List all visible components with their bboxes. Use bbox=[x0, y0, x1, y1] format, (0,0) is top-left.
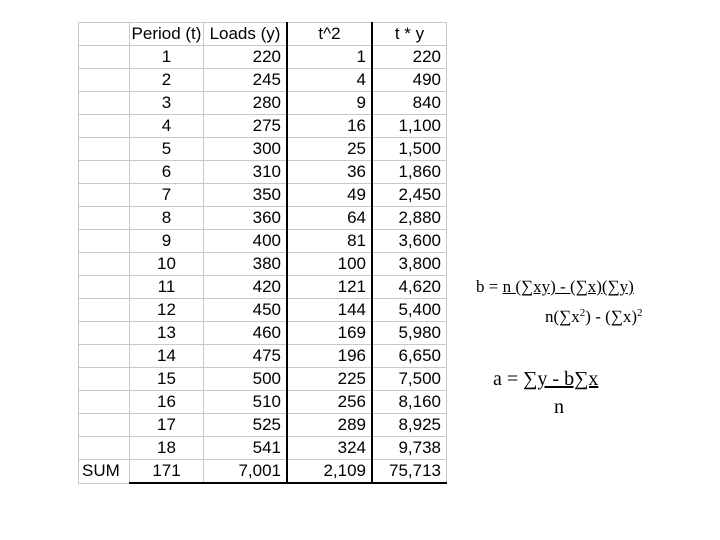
table-cell: 350 bbox=[204, 184, 288, 207]
table-cell bbox=[79, 161, 130, 184]
intercept-denominator-text: n bbox=[554, 396, 564, 418]
table-cell: 6,650 bbox=[372, 345, 447, 368]
table-cell bbox=[79, 414, 130, 437]
intercept-formula-numerator bbox=[493, 368, 598, 391]
table-cell: 220 bbox=[204, 46, 288, 69]
header-row bbox=[79, 23, 447, 46]
table-cell: 1 bbox=[130, 46, 204, 69]
table-cell: 4,620 bbox=[372, 276, 447, 299]
table-cell bbox=[79, 46, 130, 69]
table-cell: 1,100 bbox=[372, 115, 447, 138]
table-cell: 9 bbox=[287, 92, 372, 115]
table-cell bbox=[79, 276, 130, 299]
table-cell bbox=[79, 92, 130, 115]
table-cell: 13 bbox=[130, 322, 204, 345]
table-cell: 8,160 bbox=[372, 391, 447, 414]
table-cell: 17 bbox=[130, 414, 204, 437]
table-row bbox=[79, 92, 447, 115]
table-cell: 460 bbox=[204, 322, 288, 345]
table-row bbox=[79, 230, 447, 253]
table-cell: 3 bbox=[130, 92, 204, 115]
table-cell: 14 bbox=[130, 345, 204, 368]
table-cell: SUM bbox=[79, 460, 130, 484]
table-cell: 245 bbox=[204, 69, 288, 92]
intercept-numerator-text: ∑y - b∑x bbox=[523, 368, 599, 390]
table-row bbox=[79, 253, 447, 276]
slope-denominator-exponent-2: 2 bbox=[637, 307, 643, 319]
table-cell: 11 bbox=[130, 276, 204, 299]
table-cell: 16 bbox=[130, 391, 204, 414]
table-row bbox=[79, 322, 447, 345]
table-cell: 300 bbox=[204, 138, 288, 161]
intercept-formula-denominator bbox=[554, 396, 564, 419]
table-cell bbox=[79, 299, 130, 322]
table-cell: 169 bbox=[287, 322, 372, 345]
table-cell: 81 bbox=[287, 230, 372, 253]
table-cell bbox=[79, 207, 130, 230]
data-table bbox=[78, 22, 447, 484]
table-cell: 121 bbox=[287, 276, 372, 299]
table-cell bbox=[79, 391, 130, 414]
table-cell: 490 bbox=[372, 69, 447, 92]
table-cell: 25 bbox=[287, 138, 372, 161]
header-cell: t^2 bbox=[287, 23, 372, 46]
table-cell: 5 bbox=[130, 138, 204, 161]
table-row bbox=[79, 46, 447, 69]
table-row bbox=[79, 368, 447, 391]
slope-numerator-text: n (∑xy) - (∑x)(∑y) bbox=[502, 277, 634, 296]
table-cell: 171 bbox=[130, 460, 204, 484]
table-cell: 475 bbox=[204, 345, 288, 368]
table-cell: 36 bbox=[287, 161, 372, 184]
table-cell: 3,600 bbox=[372, 230, 447, 253]
table-cell bbox=[79, 253, 130, 276]
table-cell bbox=[79, 437, 130, 460]
table-cell: 100 bbox=[287, 253, 372, 276]
table-cell: 2 bbox=[130, 69, 204, 92]
table-cell: 1,860 bbox=[372, 161, 447, 184]
table-cell: 220 bbox=[372, 46, 447, 69]
table-cell: 6 bbox=[130, 161, 204, 184]
table-cell: 10 bbox=[130, 253, 204, 276]
slope-formula-denominator bbox=[545, 307, 643, 327]
table-cell: 12 bbox=[130, 299, 204, 322]
slope-formula-numerator bbox=[476, 277, 634, 297]
table-cell: 2,109 bbox=[287, 460, 372, 484]
table-cell: 500 bbox=[204, 368, 288, 391]
table-cell bbox=[79, 230, 130, 253]
table-cell bbox=[79, 115, 130, 138]
table-row bbox=[79, 207, 447, 230]
table-cell: 3,800 bbox=[372, 253, 447, 276]
table-row bbox=[79, 138, 447, 161]
table-cell: 310 bbox=[204, 161, 288, 184]
table-cell: 144 bbox=[287, 299, 372, 322]
header-cell bbox=[79, 23, 130, 46]
table-cell bbox=[79, 345, 130, 368]
table-cell: 64 bbox=[287, 207, 372, 230]
table-cell: 840 bbox=[372, 92, 447, 115]
table-cell: 75,713 bbox=[372, 460, 447, 484]
table-cell: 7,500 bbox=[372, 368, 447, 391]
table-cell: 360 bbox=[204, 207, 288, 230]
table-row bbox=[79, 437, 447, 460]
table-cell: 4 bbox=[287, 69, 372, 92]
table-cell: 400 bbox=[204, 230, 288, 253]
table-cell bbox=[79, 138, 130, 161]
table-row bbox=[79, 184, 447, 207]
table-row bbox=[79, 345, 447, 368]
table-cell: 1 bbox=[287, 46, 372, 69]
sum-row bbox=[79, 460, 447, 484]
table-row bbox=[79, 69, 447, 92]
table-row bbox=[79, 414, 447, 437]
table-cell: 15 bbox=[130, 368, 204, 391]
table-cell: 5,980 bbox=[372, 322, 447, 345]
table-cell: 7,001 bbox=[204, 460, 288, 484]
table-cell: 8,925 bbox=[372, 414, 447, 437]
table-cell: 18 bbox=[130, 437, 204, 460]
table-cell: 256 bbox=[287, 391, 372, 414]
table-cell: 9 bbox=[130, 230, 204, 253]
table-cell: 8 bbox=[130, 207, 204, 230]
table-cell: 275 bbox=[204, 115, 288, 138]
table-cell: 1,500 bbox=[372, 138, 447, 161]
table-cell bbox=[79, 322, 130, 345]
intercept-formula-lhs: a = bbox=[493, 368, 524, 390]
table-cell: 9,738 bbox=[372, 437, 447, 460]
table-cell: 380 bbox=[204, 253, 288, 276]
slope-denominator-exponent-1: 2 bbox=[579, 307, 586, 319]
table-cell: 4 bbox=[130, 115, 204, 138]
table-row bbox=[79, 391, 447, 414]
table-cell: 510 bbox=[204, 391, 288, 414]
table-row bbox=[79, 115, 447, 138]
slope-denominator-part-2: ) - (∑x) bbox=[585, 307, 638, 326]
slope-formula-lhs: b = bbox=[476, 277, 503, 296]
header-cell: Loads (y) bbox=[204, 23, 288, 46]
table-cell: 525 bbox=[204, 414, 288, 437]
table-cell: 2,450 bbox=[372, 184, 447, 207]
table-cell: 289 bbox=[287, 414, 372, 437]
table-cell bbox=[79, 69, 130, 92]
table-cell bbox=[79, 184, 130, 207]
table-row bbox=[79, 276, 447, 299]
slope-denominator-part-1: n(∑x bbox=[545, 307, 580, 326]
table-cell: 420 bbox=[204, 276, 288, 299]
table-cell: 16 bbox=[287, 115, 372, 138]
table-cell: 541 bbox=[204, 437, 288, 460]
table-cell bbox=[79, 368, 130, 391]
table-cell: 196 bbox=[287, 345, 372, 368]
table-row bbox=[79, 299, 447, 322]
table-cell: 5,400 bbox=[372, 299, 447, 322]
table-cell: 324 bbox=[287, 437, 372, 460]
header-cell: Period (t) bbox=[130, 23, 204, 46]
table-cell: 7 bbox=[130, 184, 204, 207]
table-cell: 450 bbox=[204, 299, 288, 322]
table-cell: 2,880 bbox=[372, 207, 447, 230]
table-row bbox=[79, 161, 447, 184]
table-cell: 280 bbox=[204, 92, 288, 115]
table-cell: 225 bbox=[287, 368, 372, 391]
table-cell: 49 bbox=[287, 184, 372, 207]
header-cell: t * y bbox=[372, 23, 447, 46]
